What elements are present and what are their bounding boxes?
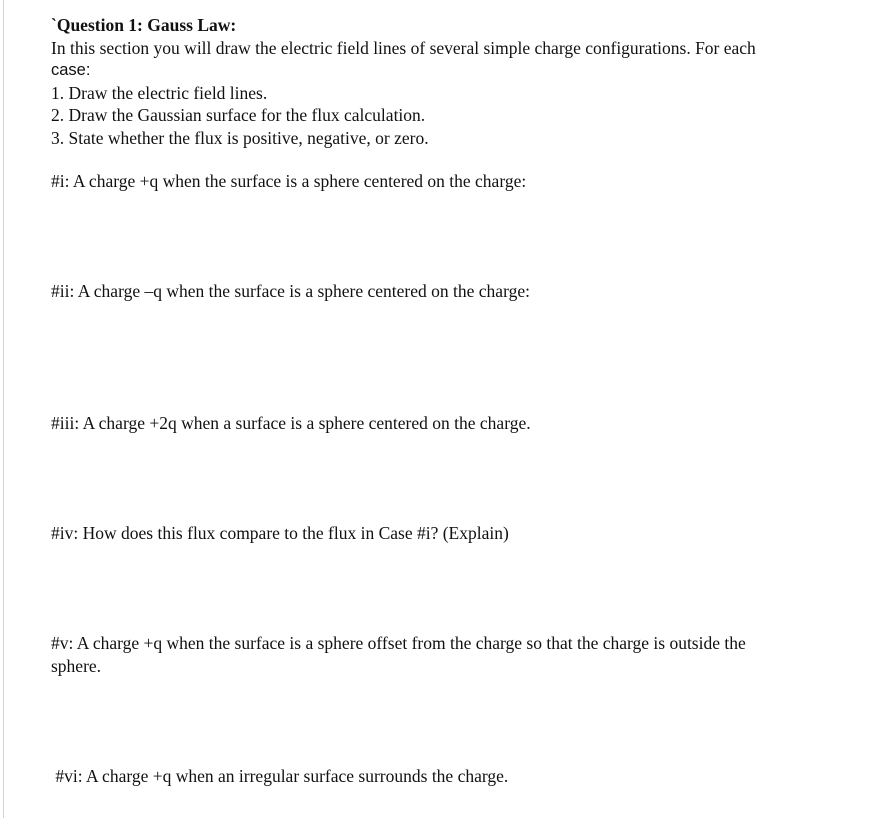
question-intro-continuation: case: <box>51 61 91 79</box>
case-iii-prompt: #iii: A charge +2q when a surface is a sphere centered on the charge. <box>51 413 531 433</box>
question-header <box>51 14 841 149</box>
case-ii-prompt: #ii: A charge –q when the surface is a sphere centered on the charge: <box>51 281 530 301</box>
step-3-text: 3. State whether the flux is positive, negative, or zero. <box>51 127 429 148</box>
case-vi-prompt: #vi: A charge +q when an irregular surface surrounds the charge. <box>51 766 509 786</box>
case-v-prompt: #v: A charge +q when the surface is a sphere offset from the charge so that the charge is outside the <box>51 633 746 653</box>
question-intro: In this section you will draw the electric field lines of several simple charge configurations. For each <box>51 37 756 58</box>
step-3 <box>51 127 841 150</box>
step-2-text: 2. Draw the Gaussian surface for the flux calculation. <box>51 105 426 125</box>
step-1-text: 1. Draw the electric field lines. <box>51 82 268 103</box>
case-iv-prompt: #iv: How does this flux compare to the flux in Case #i? (Explain) <box>51 523 509 543</box>
step-2 <box>51 104 841 127</box>
step-1 <box>51 82 841 105</box>
question-title: `Question 1: Gauss Law: <box>51 15 237 35</box>
case-i-prompt: #i: A charge +q when the surface is a sphere centered on the charge: <box>51 171 527 191</box>
case-v-prompt-continuation: sphere. <box>51 656 102 676</box>
page-left-border <box>3 0 4 818</box>
